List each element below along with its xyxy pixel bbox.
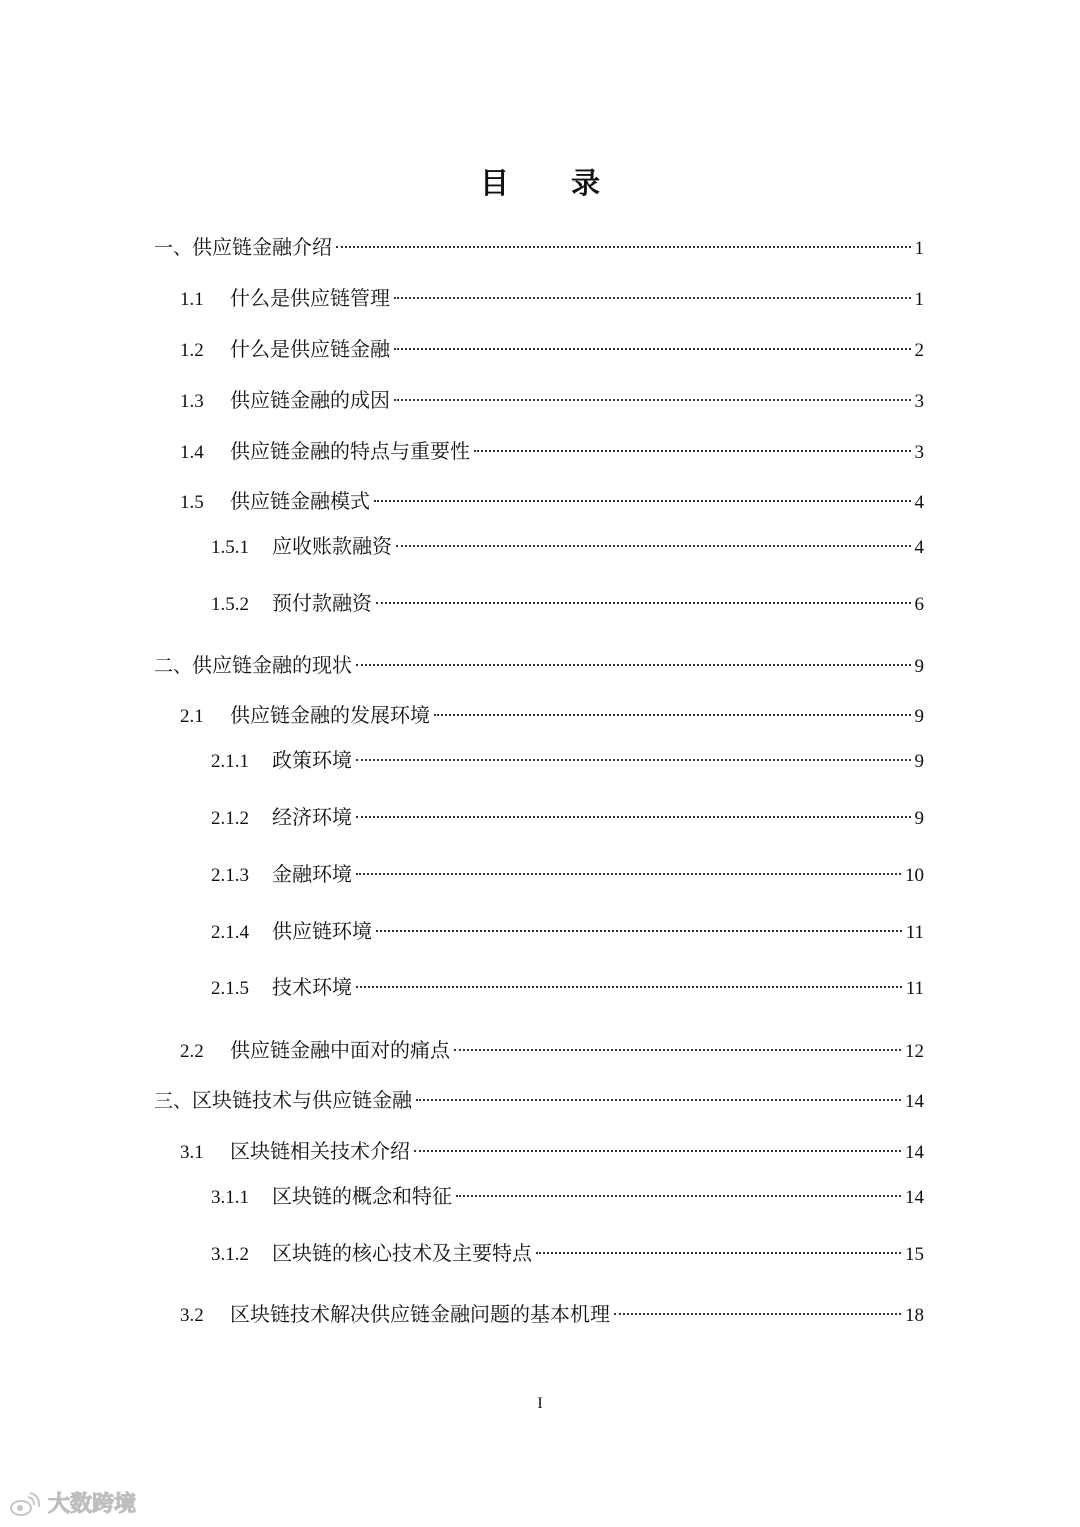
toc-entry-number: 2.1 <box>180 706 204 727</box>
toc-entry-number: 2.2 <box>180 1041 204 1062</box>
toc-entry[interactable] <box>211 1238 924 1268</box>
dot-leader <box>614 1313 901 1315</box>
dot-leader <box>356 873 901 875</box>
toc-entry-page-number: 9 <box>914 656 924 677</box>
dot-leader <box>536 1252 901 1254</box>
dot-leader <box>414 1150 901 1152</box>
toc-entry-page-number: 15 <box>905 1244 924 1265</box>
toc-entry[interactable] <box>154 650 924 680</box>
dot-leader <box>394 399 911 401</box>
toc-entry-title: 供应链金融的特点与重要性 <box>230 439 470 463</box>
toc-entry-page-number: 11 <box>905 978 924 999</box>
dot-leader <box>396 545 911 547</box>
toc-entry-page-number: 6 <box>914 594 924 615</box>
toc-entry-number: 1.5.1 <box>211 537 249 558</box>
toc-entry-title: 应收账款融资 <box>272 534 392 558</box>
toc-entry-title: 技术环境 <box>272 975 352 999</box>
toc-entry-title: 供应链金融介绍 <box>192 235 333 259</box>
toc-entry-number: 1.3 <box>180 391 204 412</box>
toc-entry-title: 供应链金融中面对的痛点 <box>230 1038 450 1062</box>
toc-entry-title: 供应链金融的发展环境 <box>230 703 430 727</box>
dot-leader <box>374 500 911 502</box>
dot-leader <box>376 602 911 604</box>
toc-entry-number: 3.1.1 <box>211 1187 249 1208</box>
toc-entry[interactable] <box>211 916 924 946</box>
toc-entry[interactable] <box>180 1136 924 1166</box>
toc-entry-number: 一、 <box>154 238 193 259</box>
toc-entry[interactable] <box>211 802 924 832</box>
toc-entry[interactable] <box>154 1085 924 1115</box>
toc-entry-title: 金融环境 <box>272 862 352 886</box>
toc-entry-number: 2.1.4 <box>211 922 249 943</box>
toc-entry-page-number: 3 <box>914 391 924 412</box>
toc-entry[interactable] <box>154 232 924 262</box>
toc-entry[interactable] <box>180 486 924 516</box>
toc-entry[interactable] <box>180 700 924 730</box>
toc-entry-number: 三、 <box>154 1091 193 1112</box>
dot-leader <box>454 1049 901 1051</box>
toc-entry-page-number: 2 <box>914 340 924 361</box>
toc-entry-number: 3.1.2 <box>211 1244 249 1265</box>
toc-entry[interactable] <box>180 334 924 364</box>
toc-entry-number: 2.1.1 <box>211 751 249 772</box>
dot-leader <box>356 759 911 761</box>
toc-entry[interactable] <box>180 385 924 415</box>
toc-entry-page-number: 10 <box>905 865 924 886</box>
toc-entry[interactable] <box>211 1181 924 1211</box>
toc-entry-title: 供应链金融的现状 <box>192 653 353 677</box>
toc-entry-page-number: 12 <box>905 1041 924 1062</box>
toc-entry-number: 2.1.2 <box>211 808 249 829</box>
toc-entry-title: 供应链金融模式 <box>230 489 370 513</box>
toc-entry-number: 二、 <box>154 656 193 677</box>
toc-entry-page-number: 4 <box>914 537 924 558</box>
watermark <box>8 1490 140 1520</box>
toc-entry-page-number: 14 <box>905 1091 924 1112</box>
toc-entry-page-number: 1 <box>914 238 924 259</box>
toc-entry-number: 1.4 <box>180 442 204 463</box>
toc-entry-title: 经济环境 <box>272 805 352 829</box>
toc-entry-number: 1.2 <box>180 340 204 361</box>
toc-entry-number: 2.1.3 <box>211 865 249 886</box>
toc-entry-title: 供应链金融的成因 <box>230 388 390 412</box>
toc-entry-page-number: 18 <box>905 1305 924 1326</box>
toc-entry-number: 1.5.2 <box>211 594 249 615</box>
toc-entry-page-number: 9 <box>914 706 924 727</box>
dot-leader <box>394 297 911 299</box>
dot-leader <box>434 714 911 716</box>
toc-entry-page-number: 11 <box>905 922 924 943</box>
watermark-text: 大数跨境 <box>48 1492 137 1517</box>
toc-entry-page-number: 3 <box>914 442 924 463</box>
toc-entry[interactable] <box>180 283 924 313</box>
toc-entry-title: 区块链技术与供应链金融 <box>192 1088 413 1112</box>
dot-leader <box>456 1195 901 1197</box>
toc-entry-title: 区块链的核心技术及主要特点 <box>272 1241 532 1265</box>
dot-leader <box>356 816 911 818</box>
dot-leader <box>356 986 902 988</box>
toc-entry[interactable] <box>211 972 924 1002</box>
toc-title: 目 录 <box>479 166 627 200</box>
toc-entry-page-number: 14 <box>905 1142 924 1163</box>
toc-entry-title: 区块链的概念和特征 <box>272 1184 452 1208</box>
toc-entry[interactable] <box>180 1299 924 1329</box>
toc-entry-title: 什么是供应链管理 <box>230 286 390 310</box>
toc-entry-page-number: 4 <box>914 492 924 513</box>
dot-leader <box>376 930 902 932</box>
dot-leader <box>336 246 910 248</box>
toc-entry[interactable] <box>211 531 924 561</box>
page-number-footer: I <box>537 1395 543 1412</box>
toc-entry[interactable] <box>211 859 924 889</box>
toc-entry[interactable] <box>180 1035 924 1065</box>
toc-entry[interactable] <box>180 436 924 466</box>
dot-leader <box>416 1099 901 1101</box>
dot-leader <box>356 664 910 666</box>
toc-entry-title: 预付款融资 <box>272 591 372 615</box>
toc-entry-page-number: 9 <box>914 808 924 829</box>
toc-entry-number: 3.1 <box>180 1142 204 1163</box>
toc-entry-number: 1.5 <box>180 492 204 513</box>
toc-entry-number: 2.1.5 <box>211 978 249 999</box>
toc-entry-page-number: 14 <box>905 1187 924 1208</box>
toc-entry[interactable] <box>211 745 924 775</box>
toc-entry-number: 3.2 <box>180 1305 204 1326</box>
toc-entry-title: 供应链环境 <box>272 919 372 943</box>
toc-entry[interactable] <box>211 588 924 618</box>
toc-entry-title: 什么是供应链金融 <box>230 337 390 361</box>
toc-entry-title: 政策环境 <box>272 748 352 772</box>
toc-entry-title: 区块链相关技术介绍 <box>230 1139 410 1163</box>
dot-leader <box>474 450 911 452</box>
toc-entry-page-number: 1 <box>914 289 924 310</box>
toc-entry-page-number: 9 <box>914 751 924 772</box>
toc-entry-title: 区块链技术解决供应链金融问题的基本机理 <box>230 1302 610 1326</box>
toc-entry-number: 1.1 <box>180 289 204 310</box>
dot-leader <box>394 348 911 350</box>
